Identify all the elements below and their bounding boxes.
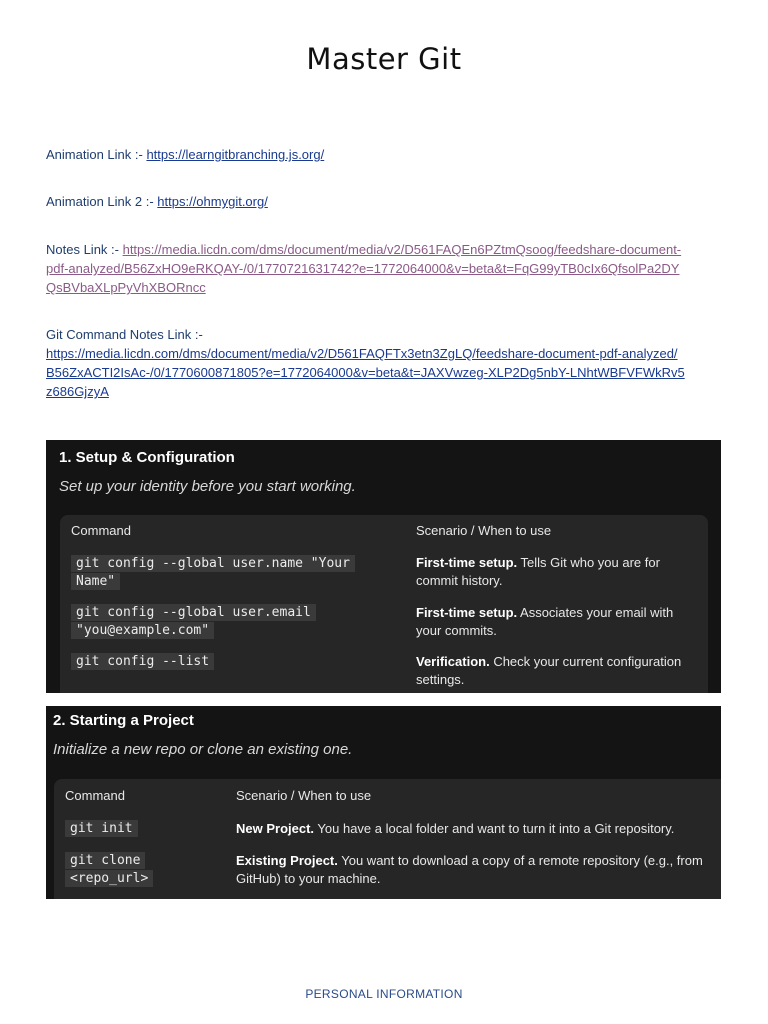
scenario-bold: Verification. (416, 654, 490, 669)
animation-link-2-label: Animation Link 2 :- (46, 194, 158, 209)
animation-link-2-row (46, 192, 686, 211)
scenario-description (416, 653, 701, 689)
scenario-rest: Tells Git who you are for commit history. (416, 555, 660, 588)
command-text: git init (65, 820, 138, 837)
scenario-description (416, 604, 701, 640)
notes-link[interactable]: https://media.licdn.com/dms/document/media/v2/D561FAQEn6PZtmQsoog/feedshare-document-pdf-analyzed/B56ZxHO9eRKQAY-/0/1770721631742?e=1772064000&v=beta&t=FqG99yTB0cIx6QfsolPa2DYQsBVbaXLpPyVhXBORncc (46, 242, 682, 295)
animation-link-label: Animation Link :- (46, 147, 147, 162)
scenario-rest: You want to download a copy of a remote repository (e.g., from GitHub) to your machine. (236, 853, 703, 886)
section-subtitle: Set up your identity before you start working. (59, 478, 356, 495)
section-subtitle: Initialize a new repo or clone an existing one. (53, 741, 353, 758)
scenario-description (416, 554, 701, 590)
notes-link-row (46, 240, 686, 297)
scenario-description (236, 820, 716, 838)
footer-label: PERSONAL INFORMATION (305, 987, 463, 1001)
scenario-bold: New Project. (236, 821, 315, 836)
command-code (71, 555, 371, 591)
scenario-bold: Existing Project. (236, 853, 338, 868)
scenario-description (236, 852, 716, 888)
scenario-rest: You have a local folder and want to turn it into a Git repository. (314, 821, 675, 836)
git-command-notes-link-label: Git Command Notes Link :- (46, 327, 203, 342)
command-text: git config --global user.name "Your Name" (71, 555, 355, 590)
command-code (71, 604, 371, 640)
command-table (60, 515, 708, 693)
command-code (65, 820, 175, 838)
column-header-scenario: Scenario / When to use (416, 523, 552, 538)
starting-project-panel (46, 706, 721, 899)
notes-link-label: Notes Link :- (46, 242, 123, 257)
section-heading: 1. Setup & Configuration (59, 449, 235, 466)
git-command-notes-link[interactable]: https://media.licdn.com/dms/document/media/v2/D561FAQFTx3etn3ZgLQ/feedshare-document-pdf-analyzed/B56ZxACTI2IsAc-/0/1770600871805?e=1772064000&v=beta&t=JAXVwzeg-XLP2Dg5nbY-LNhtWBFVFWkRv5z686GjzyA (46, 346, 685, 399)
command-text: git config --global user.email "you@example.com" (71, 604, 316, 639)
setup-configuration-panel (46, 440, 721, 693)
section-heading: 2. Starting a Project (53, 712, 194, 729)
git-command-notes-link-row (46, 325, 686, 401)
scenario-rest: Associates your email with your commits. (416, 605, 674, 638)
animation-link-row (46, 145, 686, 164)
command-code (65, 852, 175, 888)
scenario-bold: First-time setup. (416, 555, 518, 570)
column-header-command: Command (71, 523, 131, 538)
scenario-bold: First-time setup. (416, 605, 518, 620)
command-text: git config --list (71, 653, 214, 670)
animation-link-2[interactable]: https://ohmygit.org/ (157, 194, 268, 209)
animation-link[interactable]: https://learngitbranching.js.org/ (146, 147, 325, 162)
column-header-scenario: Scenario / When to use (236, 788, 372, 803)
command-code (71, 653, 371, 671)
command-table (54, 779, 721, 899)
page-title: Master Git (306, 42, 462, 76)
scenario-rest: Check your current configuration settings. (416, 654, 682, 687)
command-text: git clone <repo_url> (65, 852, 153, 887)
column-header-command: Command (65, 788, 125, 803)
